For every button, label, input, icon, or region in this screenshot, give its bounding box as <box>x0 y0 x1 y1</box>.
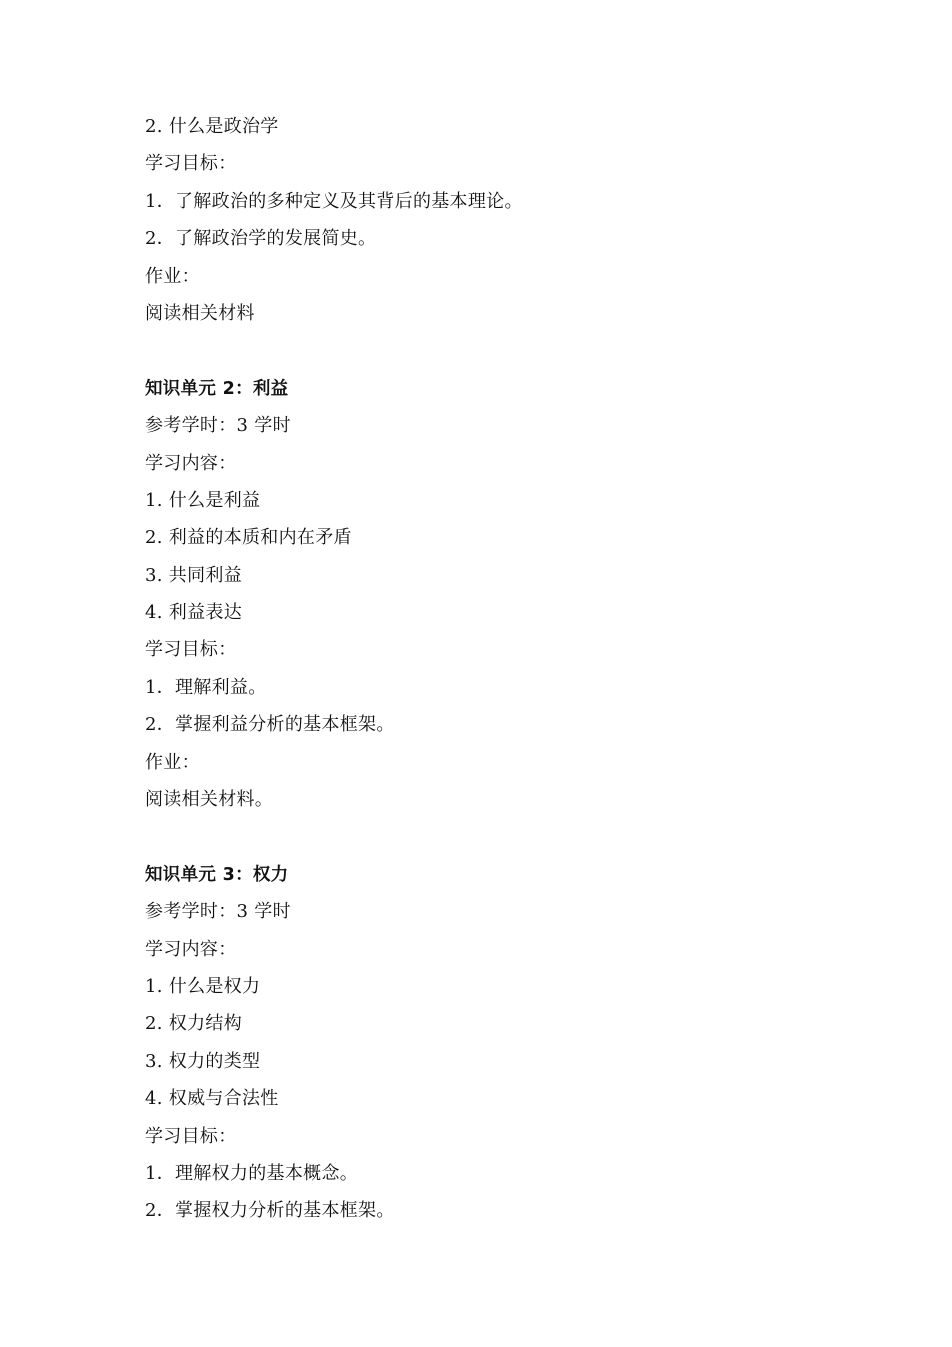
objectives-label: 学习目标： <box>145 639 237 661</box>
objective-item: 1．理解利益。 <box>145 676 267 698</box>
objective-item: 1．了解政治的多种定义及其背后的基本理论。 <box>145 190 523 212</box>
objective-item: 2．掌握权力分析的基本框架。 <box>145 1200 395 1222</box>
content-item: 2. 利益的本质和内在矛盾 <box>145 527 352 549</box>
objectives-label: 学习目标： <box>145 153 237 175</box>
content-label: 学习内容： <box>145 452 237 474</box>
unit-title: 知识单元 3：权力 <box>145 864 289 885</box>
content-item: 2. 什么是政治学 <box>145 116 279 137</box>
objective-item: 2．掌握利益分析的基本框架。 <box>145 714 395 736</box>
reference-hours: 参考学时：3 学时 <box>145 415 291 437</box>
unit-title: 知识单元 2：利益 <box>145 378 289 399</box>
objective-item: 1．理解权力的基本概念。 <box>145 1162 359 1184</box>
homework-label: 作业： <box>145 265 200 287</box>
content-item: 2. 权力结构 <box>145 1013 242 1035</box>
document-page <box>145 112 845 1234</box>
section-gap <box>145 336 845 373</box>
objectives-label: 学习目标： <box>145 1125 237 1147</box>
content-label: 学习内容： <box>145 938 237 960</box>
homework-label: 作业： <box>145 751 200 773</box>
homework-text: 阅读相关材料。 <box>145 789 274 811</box>
homework-text: 阅读相关材料 <box>145 302 255 324</box>
content-item: 4. 利益表达 <box>145 602 242 624</box>
content-item: 1. 什么是利益 <box>145 489 261 511</box>
content-item: 3. 共同利益 <box>145 564 242 586</box>
section-gap <box>145 822 845 859</box>
content-item: 3. 权力的类型 <box>145 1050 261 1072</box>
reference-hours: 参考学时：3 学时 <box>145 901 291 923</box>
content-item: 1. 什么是权力 <box>145 975 261 997</box>
content-item: 4. 权威与合法性 <box>145 1088 279 1110</box>
objective-item: 2．了解政治学的发展简史。 <box>145 228 377 250</box>
